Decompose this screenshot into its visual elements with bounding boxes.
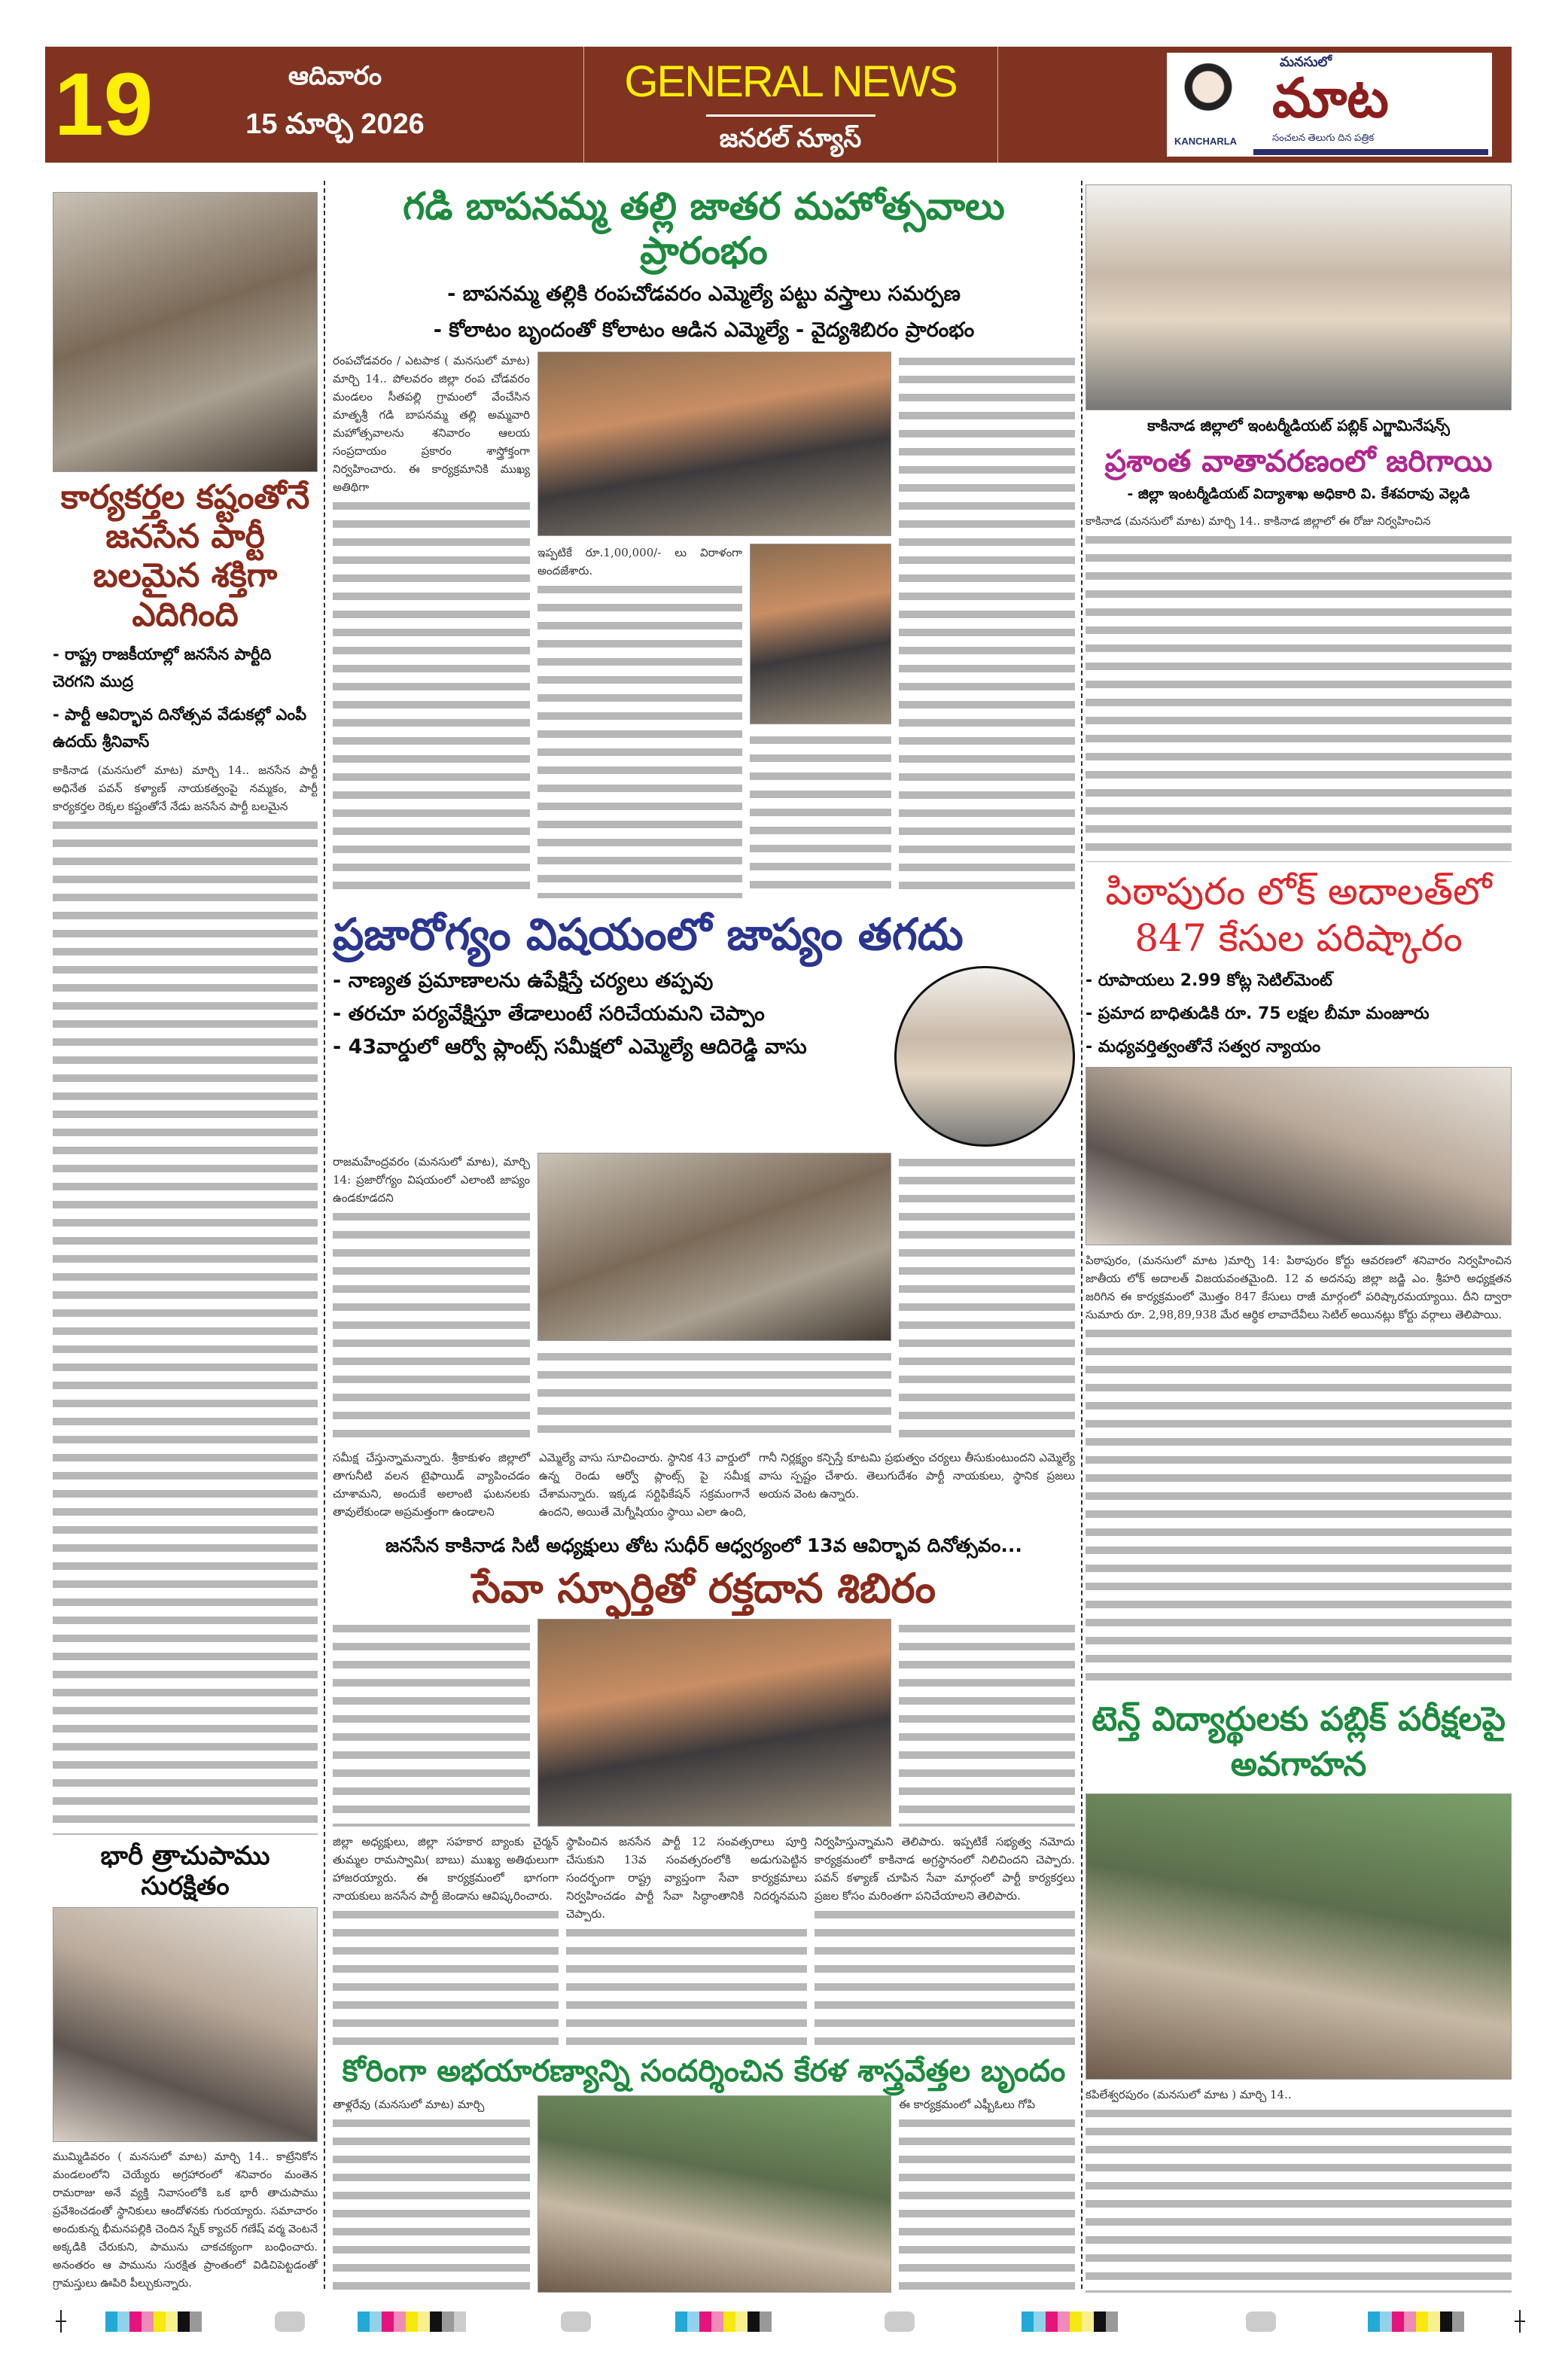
blood-article-body-5 xyxy=(815,1833,1075,2048)
divider xyxy=(706,114,875,117)
janasena-bullet: - పార్టీ ఆవిర్భావ దినోత్సవ వేడుకల్లో ఎంపీ ఉదయ్ శ్రీనివాస్ xyxy=(53,705,307,751)
tenth-students-photo xyxy=(1086,1793,1512,2080)
health-media xyxy=(537,1153,891,1443)
health-article-body-4 xyxy=(759,1449,1075,1521)
health-article-body-3 xyxy=(539,1449,750,1521)
jathara-women-photo xyxy=(750,544,891,724)
newspaper-logo xyxy=(1167,53,1492,157)
health-row xyxy=(333,1153,1075,1443)
janasena-article-body xyxy=(53,761,318,1835)
gray-patch xyxy=(275,2311,305,2332)
jathara-article-body-2 xyxy=(537,544,742,898)
gray-patch xyxy=(1246,2311,1276,2332)
koringa-article-body xyxy=(333,2095,530,2293)
koringa-row xyxy=(333,2095,1075,2293)
tenth-headline: టెన్త్ విద్యార్థులకు పబ్లిక్ పరీక్షలపై అవగాహన xyxy=(1092,1700,1506,1784)
tenth-article-body xyxy=(1086,2086,1512,2293)
jathara-article-body xyxy=(333,352,530,898)
article-text: కాకినాడ (మనసులో మాట) మార్చి 14.. జనసేన పార్టీ అధినేత పవన్ కళ్యాణ్ నాయకత్వంపై నమ్మకం, పార్టీ కార్యకర్తల రెక్కల కష్టంతోనే నేడు జనసేన పార్టీ బలమైన xyxy=(53,763,318,813)
article-text: కపిలేశ్వరపురం (మనసులో మాట ) మార్చి 14.. xyxy=(1086,2088,1292,2102)
jathara-subrow xyxy=(537,544,891,898)
day-label: ఆదివారం xyxy=(288,62,382,90)
logo-small: మనసులో xyxy=(1280,54,1332,69)
exam-sub: - జిల్లా ఇంటర్మీడియట్ విద్యాశాఖ అధికారి వి. కేశవరావు వెల్లడి xyxy=(1127,486,1470,503)
blood-row xyxy=(333,1619,1075,1827)
health-row-2 xyxy=(333,1449,1075,1521)
health-article-fill-2 xyxy=(899,1153,1075,1443)
article-text: ఎమ్మెల్యే వాసు సూచించారు. స్థానిక 43 వార్డులో ఉన్న రెండు ఆర్వో ప్లాంట్స్ పై సమీక్ష చేశామన్నారు. ఇక్కడ సర్టిఫికేషన్ సక్రమంగానే ఉందని, అయితే మెగ్నీషియం స్థాయి ఎలా ఉంది, xyxy=(539,1450,750,1519)
left-column xyxy=(53,192,318,2293)
janasena-rally-photo xyxy=(53,192,318,472)
jathara-media xyxy=(537,352,891,898)
jathara-article-body-3 xyxy=(899,352,1075,898)
blood-article-body-4 xyxy=(566,1833,807,2048)
jathara-article-fill xyxy=(750,730,891,898)
health-headline: ప్రజారోగ్యం విషయంలో జాప్యం తగదు xyxy=(333,908,964,960)
blood-row-2 xyxy=(333,1833,1075,2048)
article-text: ఇప్పటికే రూ.1,00,000/- లు విరాళంగా అందజేశారు. xyxy=(537,546,742,577)
color-bar xyxy=(1368,2311,1464,2332)
column-divider xyxy=(1081,181,1083,2289)
koringa-headline: కోరింగా అభయారణ్యాన్ని సందర్శించిన కేరళ శాస్త్రవేత్తల బృందం xyxy=(342,2054,1066,2089)
health-ro-plant-circle-photo xyxy=(894,966,1075,1147)
janasena-headline: కార్యకర్తల కష్టంతోనే జనసేన పార్టీ బలమైన శక్తిగా ఎదిగింది xyxy=(60,478,310,634)
lok-adalat-article-body xyxy=(1086,1251,1512,1692)
snake-photo xyxy=(53,1907,318,2142)
lok-adalat-headline: పిఠాపురం లోక్ అదాలత్‌లో 847 కేసుల పరిష్కారం xyxy=(1105,869,1492,960)
divider xyxy=(997,47,998,163)
blood-kicker: జనసేన కాకినాడ సిటీ అధ్యక్షులు తోట సుధీర్ ఆధ్వర్యంలో 13వ ఆవిర్భావ దినోత్సవం... xyxy=(385,1534,1022,1556)
masthead xyxy=(45,47,1512,163)
exam-meeting-photo xyxy=(1086,184,1512,410)
jathara-ribbon-photo xyxy=(537,352,891,536)
lok-adalat-bullet: - మధ్యవర్తిత్వంతోనే సత్వర న్యాయం xyxy=(1086,1037,1321,1056)
logo-bar xyxy=(1253,149,1488,155)
health-bullet: - నాణ్యత ప్రమాణాలను ఉపేక్షిస్తే చర్యలు తప్పవు xyxy=(333,968,714,992)
blood-article-body-2 xyxy=(899,1619,1075,1827)
column-divider xyxy=(324,181,325,2289)
portrait-icon xyxy=(1182,63,1235,131)
koringa-scientists-photo xyxy=(537,2095,891,2293)
lok-adalat-bullet: - రూపాయలు 2.99 కోట్ల సెటిల్‌మెంట్ xyxy=(1086,971,1333,990)
lok-adalat-bullet: - ప్రమాద బాధితుడికి రూ. 75 లక్షల బీమా మంజూరు xyxy=(1086,1004,1430,1023)
jathara-women xyxy=(750,544,891,898)
exam-headline: ప్రశాంత వాతావరణంలో జరిగాయి xyxy=(1104,444,1493,479)
jathara-bullet: - కోలాటం బృందంతో కోలాటం ఆడిన ఎమ్మెల్యే - వైద్యశిబిరం ప్రారంభం xyxy=(433,318,975,342)
article-text: తాళ్లరేవు (మనసులో మాట) మార్చి xyxy=(333,2098,485,2112)
registration-mark xyxy=(1515,2321,1525,2322)
right-column xyxy=(1086,184,1512,2293)
article-text: స్థాపించిన జనసేన పార్టీ 12 సంవత్సరాలు పూర్తి చేసుకుని 13వ సంవత్సరంలోకి అడుగుపెట్టిన సందర్భంగా రాష్ట్ర వ్యాప్తంగా సేవా కార్యక్రమాలు నిర్వహించడం పార్టీ సేవా సిద్ధాంతానికి నిదర్శనమని చెప్పారు. xyxy=(566,1834,807,1921)
gray-patch xyxy=(885,2311,915,2332)
color-bar xyxy=(358,2311,466,2332)
lok-adalat-photo xyxy=(1086,1067,1512,1245)
registration-mark xyxy=(56,2321,66,2322)
blood-headline: సేవా స్ఫూర్తితో రక్తదాన శిబిరం xyxy=(472,1564,936,1612)
health-article-body-2 xyxy=(333,1449,530,1521)
health-article-body xyxy=(333,1153,530,1443)
blood-article-body xyxy=(333,1619,530,1827)
page-number: 19 xyxy=(54,55,154,154)
section-title-en: GENERAL NEWS xyxy=(624,57,957,106)
health-bullet: - 43వార్డులో ఆర్వో ప్లాంట్స్ సమీక్షలో ఎమ్మెల్యే ఆదిరెడ్డి వాసు xyxy=(333,1035,807,1059)
center-column xyxy=(333,184,1075,2293)
health-inspection-photo xyxy=(537,1153,891,1341)
health-bullets-row xyxy=(333,966,1075,1147)
health-article-fill xyxy=(537,1347,891,1443)
article-text: నిర్వహిస్తున్నామని తెలిపారు. ఇప్పటికే సభ్యత్వ నమోదు కార్యక్రమంలో కాకినాడ అగ్రస్థానంలో నిలిచిందని చెప్పారు. పవన్ కళ్యాణ్ చూపిన సేవా మార్గంలో పార్టీ కార్యకర్తలు ప్రజల కోసం మరింతగా పనిచేయాలని తెలిపారు. xyxy=(815,1834,1075,1903)
janasena-bullet: - రాష్ట్ర రాజకీయాల్లో జనసేన పార్టీది చెరగని ముద్ర xyxy=(53,645,272,690)
exam-article-body xyxy=(1086,512,1512,862)
exam-caption: కాకినాడ జిల్లాలో ఇంటర్మీడియట్ పబ్లిక్ ఎగ్జామినేషన్స్ xyxy=(1147,416,1450,434)
article-text: రంపచోడవరం / ఎటపాక ( మనసులో మాట) మార్చి 14.. పోలవరం జిల్లా రంప చోడవరం మండలం సీతపల్లి గ్రామంలో వేంచేసిన మాతృశ్రీ గడి బాపనమ్మ తల్లి అమ్మవారి మహోత్సవాలను శనివారం ఆలయ సంప్రదాయం ప్రకారం శాస్త్రోక్తంగా నిర్వహించారు. ఈ కార్యక్రమానికి ముఖ్య అతిథిగా xyxy=(333,354,530,494)
article-text: ఈ కార్యక్రమంలో ఎఫ్బీఓలు గోపి xyxy=(899,2098,1036,2112)
section-title-te: జనరల్ న్యూస్ xyxy=(719,124,862,153)
article-text: సమీక్ష చేస్తున్నామన్నారు. శ్రీకాకుళం జిల్లాలో తాగునీటి వలన టైఫాయిడ్ వ్యాపించడం చూశామని, అందుకే అలాంటి ఘటనలకు తావులేకుండా అప్రమత్తంగా ఉండాలని xyxy=(333,1450,530,1519)
color-bar xyxy=(1022,2311,1118,2332)
jathara-row xyxy=(333,352,1075,898)
jathara-headline: గడి బాపనమ్మ తల్లి జాతర మహోత్సవాలు ప్రారంభం xyxy=(403,184,1005,273)
blood-donation-photo xyxy=(537,1619,891,1827)
jathara-bullet: - బాపనమ్మ తల్లికి రంపచోడవరం ఎమ్మెల్యే పట్టు వస్త్రాలు సమర్పణ xyxy=(447,282,961,306)
logo-tagline: సంచలన తెలుగు దిన పత్రిక xyxy=(1272,132,1375,143)
article-text: పిఠాపురం, (మనసులో మాట )మార్చి 14: పిఠాపురం కోర్టు ఆవరణలో శనివారం నిర్వహించిన జాతీయ లోక్ అదాలత్ విజయవంతమైంది. 12 వ అదనపు జిల్లా జడ్జి ఎం. శ్రీహరి అధ్యక్షతన జరిగిన ఈ కార్యక్రమంలో మొత్తం 847 కేసులు రాజీ మార్గంలో పరిష్కారమయ్యాయి. దీని ద్వారా సుమారు రూ. 2,98,89,938 మేర ఆర్థిక లావాదేవీలు సెటిల్ అయినట్లు కోర్టు వర్గాలు తెలిపాయి. xyxy=(1086,1253,1512,1321)
gray-patch xyxy=(561,2311,591,2332)
logo-kancharla: KANCHARLA xyxy=(1174,136,1238,147)
snake-headline: భారీ త్రాచుపాము సురక్షితం xyxy=(100,1840,270,1901)
health-bullet: - తరచూ పర్యవేక్షిస్తూ తేడాలుంటే సరిచేయమని చెప్పాం xyxy=(333,1001,765,1025)
color-bar xyxy=(675,2311,772,2332)
snake-article-body xyxy=(53,2148,318,2293)
article-text: ముమ్మిడివరం ( మనసులో మాట) మార్చి 14.. కాట్రేనికోన మండలంలోని చెయ్యేరు అగ్రహారంలో శనివారం మంతెన రామరాజు అనే వ్యక్తి నివాసంలోకి ఒక భారీ తాచుపాము ప్రవేశించడంతో స్థానికులు ఆందోళనకు గురయ్యారు. సమాచారం అందుకున్న భీమనపల్లికి చెందిన స్నేక్ క్యాచర్ గణేష్ వర్మ వెంటనే అక్కడికి చేరుకుని, పామును చాకచక్యంగా బంధించారు. అనంతరం ఆ పామును సురక్షిత ప్రాంతంలో విడిచిపెట్టడంతో గ్రామస్తులు ఊపిరి పీల్చుకున్నారు. xyxy=(53,2151,318,2290)
article-text: రాజమహేంద్రవరం (మనసులో మాట), మార్చి 14: ప్రజారోగ్యం విషయంలో ఎలాంటి జాప్యం ఉండకూడదని xyxy=(333,1154,530,1205)
blood-article-body-3 xyxy=(333,1833,559,2048)
koringa-article-body-2 xyxy=(899,2095,1075,2293)
color-bar xyxy=(105,2311,202,2332)
article-text: జిల్లా అధ్యక్షులు, జిల్లా సహకార బ్యాంకు చైర్మన్ తుమ్మల రామస్వామి( బాబు) ముఖ్య అతిథులుగా హాజరయ్యారు. ఈ కార్యక్రమంలో భాగంగా నాయకులు జనసేన పార్టీ జెండాను ఆవిష్కరించారు. xyxy=(333,1834,559,1903)
article-text: గానీ నిర్లక్ష్యం కన్పిస్తే కూటమి ప్రభుత్వం చర్యలు తీసుకుంటుందని ఎమ్మెల్యే వాసు స్పష్టం చేశారు. తెలుగుదేశం పార్టీ నాయకులు, స్థానిక ప్రజలు అయన వెంట ఉన్నారు. xyxy=(759,1450,1075,1501)
logo-big: మాట xyxy=(1272,69,1389,129)
date-label: 15 మార్చి 2026 xyxy=(245,108,425,140)
article-text: కాకినాడ (మనసులో మాట) మార్చి 14.. కాకినాడ జిల్లాలో ఈ రోజు నిర్వహించిన xyxy=(1086,514,1431,529)
health-bullets xyxy=(333,966,884,1062)
